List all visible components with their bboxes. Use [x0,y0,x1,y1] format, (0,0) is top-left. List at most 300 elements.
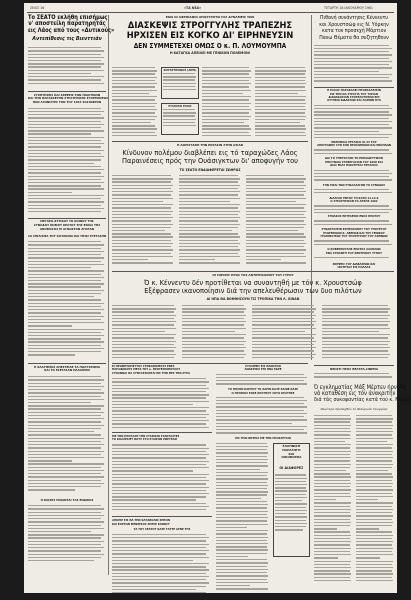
body-text-line [28,489,75,490]
story-headline: ΑΠΟΡΙΕ ΕΙΣ ΘΑ ΤΗΝ ΚΑΤΑΒΟΛΙΝ ΣΗΕΣΙΝ ΚΑΙ ΕΟΡΤΩΝ ΜΕΝΕΕΣΟΣ ΣΗΕΣΕ ΚΑΘΩΣΥ [112,519,171,526]
body-text-line [28,79,101,80]
body-text-line [163,112,196,113]
body-text-line [314,220,389,221]
body-text-line [216,446,268,447]
body-text-line [179,191,240,192]
body-text-line [28,473,101,474]
divider [112,141,308,142]
body-text-line [112,480,209,481]
body-text-line [179,243,240,244]
body-text-line [216,520,267,521]
body-text-line [163,86,195,87]
body-text-line [28,153,101,154]
body-text-line [28,47,101,48]
merten-body-col-2 [356,415,394,585]
body-text-line [179,204,240,205]
body-text-line [314,58,389,59]
body-text-line [314,153,392,154]
body-text-line [216,475,267,476]
body-text-line [112,103,157,104]
body-text-line [255,67,305,68]
body-text-line [112,175,171,176]
left-headline-6: Η ΚΑΙΧΕΣ ΠΟΙΑΝΤΑΙ ΤΑΣ ΕΝΔΙΚΟΣ [40,498,94,503]
body-text-line [182,315,246,316]
body-text-line [356,434,392,435]
body-text-line [356,486,392,487]
body-text-line [28,431,94,432]
body-text-line [112,109,157,110]
body-text-line [275,497,307,498]
body-text-line [28,254,101,255]
body-text-line [28,534,104,535]
body-text-line [28,306,101,307]
body-text-line [314,447,350,448]
laos-body-col-3 [246,175,308,269]
body-text-line [112,454,209,455]
body-text-line [28,447,101,448]
body-text-line [112,589,196,590]
body-text-line [112,236,173,237]
body-text-line [179,227,238,228]
body-text-line [216,456,267,457]
body-text-line [112,249,173,250]
body-text-line [322,347,390,348]
body-text-line [252,347,316,348]
body-text-line [252,305,314,306]
lead-headline-line-2: ΗΡΧΙΣΕΝ ΕΙΣ ΚΟΓΚΟ ΔΙ' ΕΙΡΗΝΕΥΣΙΝ [126,30,294,42]
body-text-line [202,106,249,107]
body-text-line [356,441,387,442]
body-text-line [216,575,268,576]
body-text-line [112,427,209,428]
body-text-line [314,118,389,119]
body-text-line [28,66,101,67]
body-text-line [246,194,304,195]
left-headline-2: ΣΥΖΗΤΗΣΕΙΣ ΚΑΙ ΣΚΕΨΕΙΣ ΤΩΝ ΠΟΛΙΤΙΚΩΝ ΚΑΙ ΤΗΝ ΠΑΡΑΣΚΕΥΗΝ ΣΤΡΑΤΗΓΙΚΗΣ ΕΞΟΡΜΗΣΕΩΣ ΠΑΝ ΑΓΩΝΙΣΤΕΣ ΤΟΝ ΤΟΥ 1944 ΣΟΣΙΟΦΡΟΝ [28,92,109,104]
body-text-line [112,73,155,74]
body-text-line [112,503,206,504]
body-text-line [216,482,267,483]
body-text-line [28,156,104,157]
body-text-line [255,96,306,97]
body-text-line [255,70,306,71]
body-text-line [112,579,206,580]
bottom-right-story [314,367,394,381]
body-text-line [28,325,72,326]
body-text-line [356,454,392,455]
body-text-line [163,119,196,120]
body-text-line [28,251,104,252]
body-text-line [322,357,388,358]
body-text-line [216,546,267,547]
right-headline-4: ΔΙΑ ΤΟ ΥΠΕΡΤΑΤΟΝ ΤΟ ΕΚΠΑΙΔΕΥΤΙΚΟΝ ΕΠΙΣΥΝΑΙΑ ΣΥΝΕΡΓΑΣΙΑΝ ΤΟΥ 1960 ΚΑΙ ΔΙΑΣ ΜΙΑΣ ΠΟΙΟΤΗΤΑΣ ΕΡΓΑΣΙΑΣ [325,157,383,168]
body-text-line [314,415,350,416]
body-text-line [112,423,206,424]
body-text-line [356,561,393,562]
body-text-line [356,557,380,558]
body-text-line [356,515,393,516]
body-text-line [28,211,101,212]
body-text-line [112,391,206,392]
merten-headline: Ό εγκληματίας Μάξ Μέρτεν ήρνήθη νά καταθέση εις τόν άνακριτήν διά τάς συκοφαντίας κατά τού κ. Μακρή Νεώτερα προσαχθέν τό Φιλυρινόν Γεωργίαρ [314,385,411,411]
lead-story [112,15,308,55]
body-text-line [112,509,206,510]
body-text-line [112,563,209,564]
body-text-line [255,132,305,133]
body-text-line [314,525,350,526]
body-text-line [314,54,392,55]
body-text-line [246,207,304,208]
body-text-line [182,324,244,325]
body-text-line [28,286,101,287]
body-text-line [356,567,393,568]
body-text-line [255,90,306,91]
body-text-line [28,264,104,265]
body-text-line [246,259,281,260]
body-text-line [112,214,171,215]
body-text-line [252,341,316,342]
body-text-line [28,441,101,442]
body-text-line [356,570,392,571]
body-text-line [356,470,388,471]
body-text-line [28,428,101,429]
body-text-line [255,116,306,117]
masthead-rule [27,12,394,13]
body-text-line [356,509,393,510]
body-text-line [216,559,267,560]
body-text-line [314,509,351,510]
body-text-line [356,538,392,539]
body-text-line [202,80,249,81]
body-text-line [314,535,351,536]
body-text-line [163,83,196,84]
body-text-line [202,93,243,94]
body-text-line [356,551,392,552]
body-text-line [28,261,101,262]
body-text-line [255,77,306,78]
body-text-line [28,531,91,532]
body-text-line [179,253,238,254]
body-text-line [314,567,351,568]
body-text-line [322,305,388,306]
body-text-line [246,204,306,205]
right-column [314,15,394,270]
body-text-line [28,345,101,346]
body-text-line [28,63,104,64]
body-text-line [314,538,350,539]
body-text-line [202,135,251,136]
body-text-line [356,438,393,439]
body-text-line [314,137,389,138]
body-text-line [112,557,209,558]
body-text-line [202,103,251,104]
right-headline-7: ΣΥΝΑΧΟΣ ΕΚΤΕΛΕΣΙΝ ΕΝΟΣ ΠΡΩΤΟΥ [327,215,381,219]
body-text-line [28,195,104,196]
body-text-line [314,131,379,132]
body-text-line [112,90,157,91]
body-text-line [314,149,389,150]
body-text-line [179,233,238,234]
body-text-line [216,556,248,557]
body-text-line [252,328,316,329]
body-text-line [275,523,307,524]
body-text-line [112,496,206,497]
body-text-line [216,449,267,450]
body-text-line [28,117,104,118]
body-text-line [314,451,351,452]
right-article-1-body [314,45,394,85]
body-text-line [112,381,209,382]
body-text-line [28,376,101,377]
body-text-line [112,191,173,192]
body-text-line [28,267,91,268]
body-text-line [179,259,215,260]
kennedy-body-col-1 [112,305,178,361]
body-text-line [28,434,101,435]
kennedy-body-col-4 [322,305,392,361]
body-text-line [255,135,306,136]
body-text-line [112,592,206,593]
body-text-line [112,537,209,538]
body-text-line [112,224,173,225]
body-text-line [28,467,101,468]
body-text-line [314,244,392,245]
body-text-line [28,389,101,390]
body-text-line [28,319,101,320]
body-text-line [179,224,240,225]
body-text-line [28,163,94,164]
body-text-line [314,554,351,555]
body-text-line [356,554,393,555]
body-text-line [112,544,209,545]
right-headline-1: Πιθανή συνάντησις Κέννεντυ και Χρουστσώφ εις Ν. Υόρκην κατα τον προσεχή Μάρτιον Πανω Θέματα θα συζητηθουν [319,15,389,41]
body-text-line [112,201,163,202]
body-text-line [28,248,101,249]
body-text-line [216,380,304,381]
body-text-line [112,246,171,247]
body-text-line [182,305,244,306]
body-text-line [28,124,104,125]
body-text-line [112,451,206,452]
body-text-line [112,483,206,484]
body-text-line [314,376,392,377]
body-text-line [216,462,267,463]
body-text-line [28,309,104,310]
body-text-line [202,132,249,133]
body-text-line [356,476,393,477]
body-text-line [314,502,351,503]
body-text-line [28,283,104,284]
body-text-line [216,533,267,534]
body-text-line [182,331,235,332]
body-text-line [246,243,306,244]
body-text-line [216,491,268,492]
body-text-line [356,496,393,497]
body-text-line [314,570,350,571]
paper-name: «ΤΑ ΝΕΑ» [184,6,202,10]
body-text-line [314,528,337,529]
body-text-line [202,109,251,110]
body-text-line [314,464,351,465]
body-text-line [28,396,101,397]
body-text-line [112,77,157,78]
body-text-line [216,410,304,411]
body-text-line [28,172,101,173]
body-text-line [216,514,267,515]
body-text-line [28,476,104,477]
body-text-line [112,217,173,218]
lead-box-2: ΕΞΑΓΩΓΑΙ ΕΛΙΑΣ [161,103,199,135]
body-text-line [356,425,393,426]
body-text-line [216,465,268,466]
body-text-line [112,477,206,478]
body-text-line [322,318,388,319]
body-text-line [112,414,209,415]
lead-headline-line-1: ΔΙΑΣΚΕΨΙΣ ΣΤΡΟΓΓΥΛΗΣ ΤΡΑΠΕΖΗΣ [127,20,293,31]
laos-body-col-1 [112,175,175,269]
body-text-line [112,553,206,554]
body-text-line [314,577,350,578]
body-text-line [216,452,268,453]
story-deck: ΤΑ ΤΟΥ ΣΕΑΤΟΥ ΚΑΣΕ ΤΑΥΤΕ ΑΡΝΕ ΤΗΣ [133,527,191,531]
body-text-line [356,415,392,416]
body-text-line [28,108,101,109]
body-text-line [112,357,174,358]
body-text-line [216,374,304,375]
body-text-line [314,522,351,523]
body-text-line [322,328,390,329]
body-text-line [246,211,306,212]
merten-deck: Νεώτερα προσαχθέν τό Φιλυρινόν Γεωργίαρ [320,406,388,411]
body-text-line [356,525,392,526]
body-text-line [28,70,104,71]
body-text-line [246,175,304,176]
body-text-line [163,125,196,126]
body-text-line [28,205,101,206]
body-text-line [275,500,302,501]
body-text-line [28,515,104,516]
body-text-line [112,135,157,136]
lead-deck: Η ΚΑΤΑΓΚΑ ΑΠΕΙΛΕΙ ΜΕ ΓΕΝΙΚΟΝ ΠΟΛΕΜΟΝ! [169,50,251,55]
body-text-line [163,79,195,80]
body-text-line [28,182,104,183]
body-text-line [28,293,101,294]
body-text-line [112,83,157,84]
body-text-line [202,122,244,123]
body-text-line [112,540,206,541]
body-text-line [322,341,390,342]
body-text-line [356,519,392,520]
body-text-line [314,64,389,65]
body-text-line [314,71,379,72]
body-text-line [28,188,104,189]
body-text-line [28,150,104,151]
body-text-line [356,541,393,542]
body-text-line [112,550,209,551]
body-text-line [179,230,232,231]
body-text-line [356,506,392,507]
body-text-line [252,308,316,309]
body-text-line [202,70,251,71]
body-text-line [275,503,307,504]
body-text-line [28,316,104,317]
left-column [28,15,115,565]
body-text-line [112,344,174,345]
body-text-line [163,115,195,116]
body-text-line [179,175,238,176]
lower-left-stories [112,365,212,598]
body-text-line [28,133,91,134]
body-text-line [275,516,307,517]
body-text-line [255,106,305,107]
body-text-line [179,198,240,199]
body-text-line [246,191,306,192]
body-text-line [182,334,246,335]
lead-body-col-3 [255,67,308,139]
body-text-line [202,73,249,74]
right-headline-2: Η ΕΛΛΑΣ ΠΑΡΑΚΑΛΕΙ ΠΡΟΣΚΑΛΕΣΕΙΝ ΕΙΣ ΤΗΝ ΝΑ ΣΤΡΑΤΙΑ ΤΟΥ ΤΑΕΙΑΝ ΔΙΑΝΑΚΟΣΙΟΝ ΣΥΝΤΕΛΟΥΝΤΩΝ ΕΠΙ ΑΥΞΗΣΙΝ ΔΙΔΑΚΤΩΝ ΚΑΙ ΛΟΙΠΩΝ ΚΤΛ [327,89,381,103]
laos-body-col-2 [179,175,242,269]
body-text-line [112,321,176,322]
body-text-line [314,470,346,471]
body-text-line [314,176,389,177]
body-text-line [356,480,392,481]
body-text-line [112,470,193,471]
body-text-line [28,512,101,513]
body-text-line [216,562,268,563]
body-text-line [202,83,251,84]
body-text-line [28,137,104,138]
body-text-line [28,341,104,342]
body-text-line [28,480,101,481]
body-text-line [112,106,155,107]
body-text-line [246,201,296,202]
body-text-line [275,474,306,475]
body-text-line [179,178,240,179]
body-text-line [28,560,94,561]
body-text-line [179,220,238,221]
body-text-line [314,428,350,429]
body-text-line [356,577,392,578]
body-text-line [314,61,392,62]
body-text-line [314,179,392,180]
body-text-line [112,132,155,133]
lower-middle-stories [216,365,310,593]
body-text-line [216,566,267,567]
body-text-line [28,418,104,419]
body-text-line [314,544,350,545]
body-text-line [322,344,388,345]
body-text-line [356,573,393,574]
body-text-line [28,521,104,522]
body-text-line [322,354,390,355]
body-text-line [252,324,314,325]
body-text-line [255,112,305,113]
body-text-line [216,443,267,444]
body-text-line [255,99,305,100]
body-text-line [182,337,244,338]
body-text-line [28,405,104,406]
column-rule-left [108,15,109,575]
body-text-line [314,77,389,78]
body-text-line [314,189,389,190]
body-text-line [252,315,316,316]
body-text-line [112,128,157,129]
body-text-line [275,478,307,479]
body-text-line [28,54,101,55]
body-text-line [314,561,351,562]
body-text-line [112,560,193,561]
